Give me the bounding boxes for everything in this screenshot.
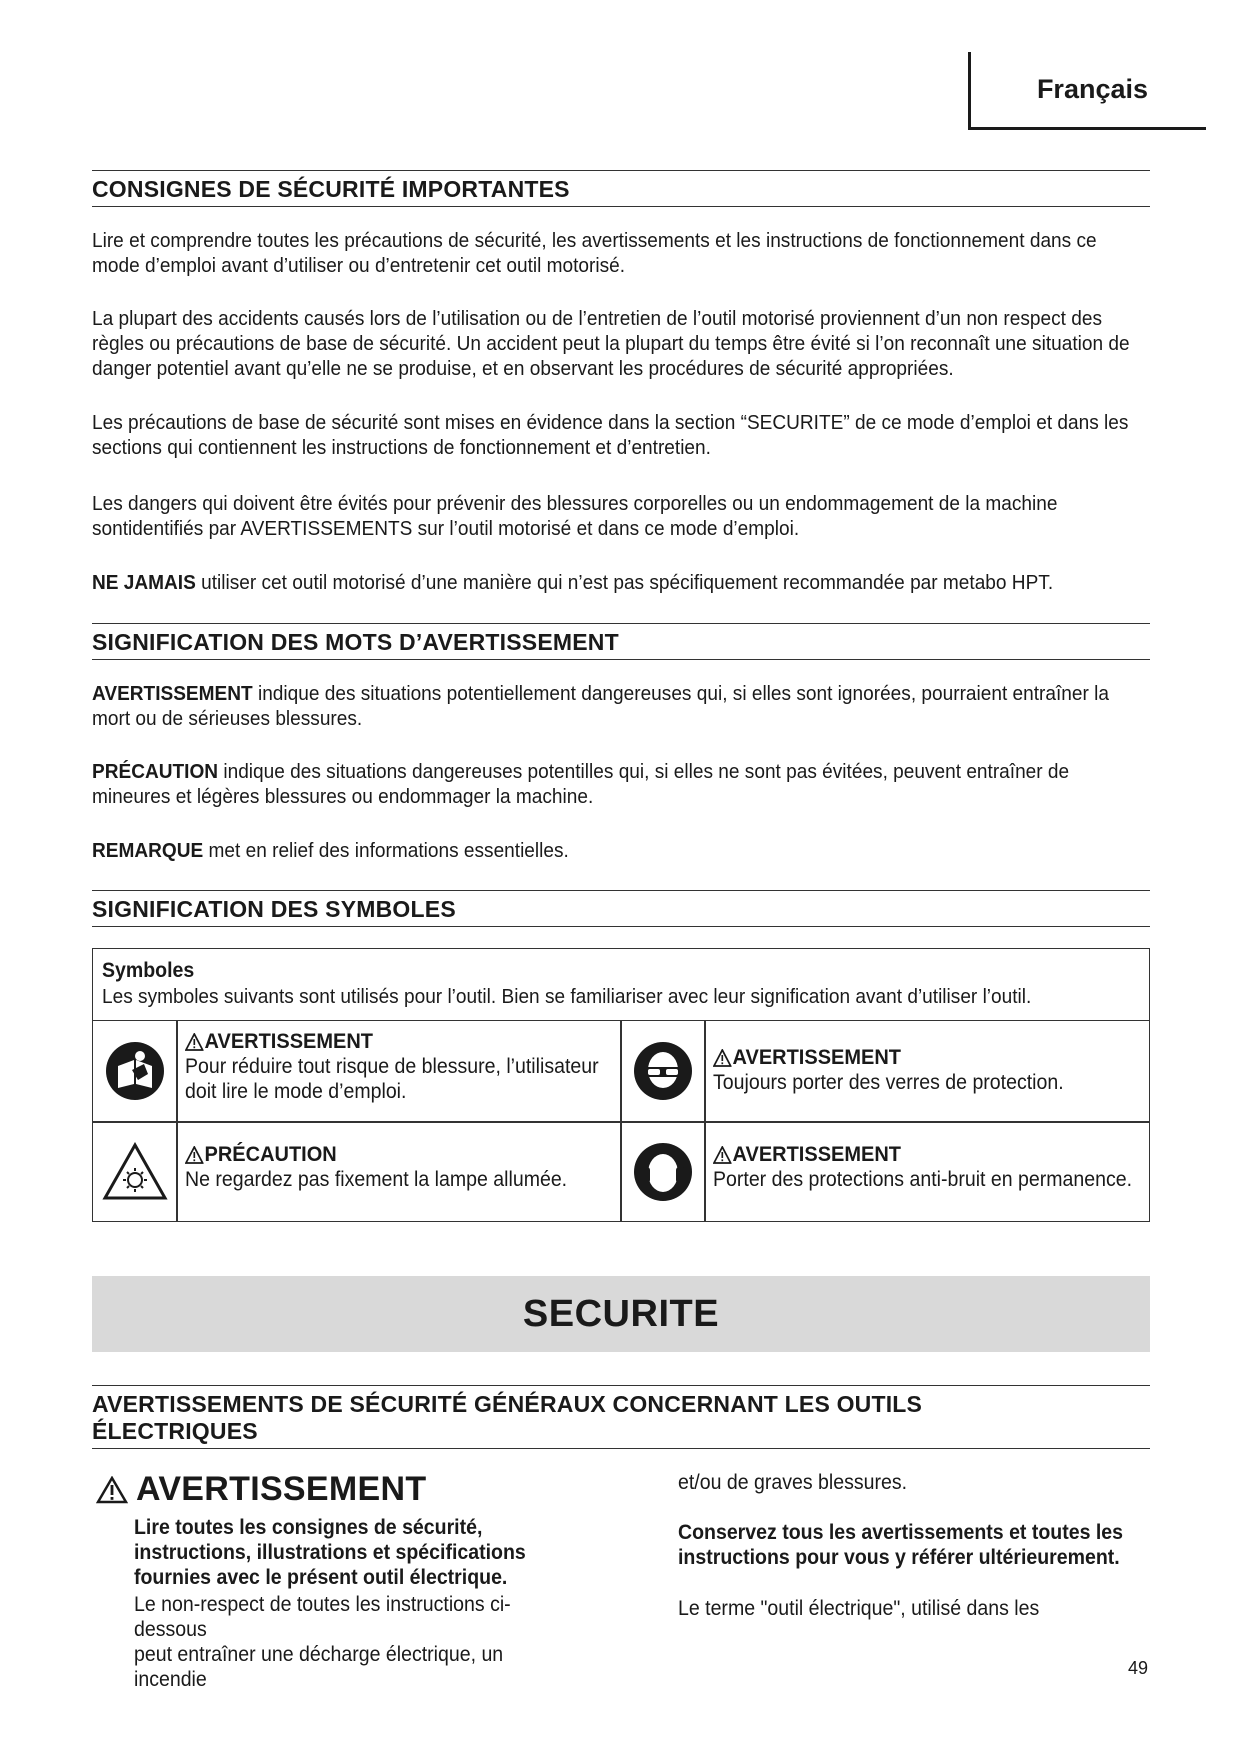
warning-word: AVERTISSEMENT <box>204 1029 374 1053</box>
symbols-table-description: Les symboles suivants sont utilisés pour l’outil. Bien se familiariser avec leur signification avant d’utiliser l’outil. <box>102 985 1032 1008</box>
section-heading <box>92 1385 1150 1449</box>
language-tab <box>968 52 1206 130</box>
section-heading: CONSIGNES DE SÉCURITÉ IMPORTANTES <box>92 170 1150 207</box>
bold-instruction: instructions, illustrations et spécifications <box>134 1541 526 1564</box>
emphasis: AVERTISSEMENT <box>92 682 253 705</box>
symbol-text: Pour réduire tout risque de blessure, l’utilisateur <box>185 1055 599 1078</box>
warning-triangle-icon <box>185 1033 204 1051</box>
section-heading-line: ÉLECTRIQUES <box>92 1418 258 1444</box>
symbol-text: doit lire le mode d’emploi. <box>185 1080 407 1103</box>
section-heading: SIGNIFICATION DES MOTS D’AVERTISSEMENT <box>92 623 1150 660</box>
bold-instruction: Lire toutes les consignes de sécurité, <box>134 1516 483 1539</box>
warning-triangle-icon <box>713 1146 732 1164</box>
securite-banner <box>92 1276 1150 1352</box>
paragraph-text: peut entraîner une décharge électrique, un incendie <box>134 1643 504 1691</box>
paragraph <box>92 681 1149 731</box>
paragraph-text: indique des situations dangereuses potentilles qui, si elles ne sont pas évitées, peuvent entraîner de mineures et légères blessures ou endommager la machine. <box>92 760 1070 808</box>
bold-instruction: instructions pour vous y référer ultérieurement. <box>678 1546 1120 1569</box>
emphasis: REMARQUE <box>92 839 204 862</box>
paragraph: Les précautions de base de sécurité sont mises en évidence dans la section “SECURITE” de ce mode d’emploi et dans les sections qui contiennent les instructions de fonctionnement et d’entretien. <box>92 411 1129 459</box>
symbols-table-header <box>93 949 1149 1021</box>
paragraph-text: indique des situations potentiellement dangereuses qui, si elles sont ignorées, pourraient entraîner la mort ou de sérieuses blessures. <box>92 682 1110 730</box>
section-warning-words <box>92 623 1150 660</box>
bold-instruction: fournies avec le présent outil électrique. <box>134 1566 508 1589</box>
emphasis: PRÉCAUTION <box>92 760 219 783</box>
warning-label <box>185 1029 622 1054</box>
section-heading: SIGNIFICATION DES SYMBOLES <box>92 890 1150 927</box>
paragraph: La plupart des accidents causés lors de l’utilisation ou de l’entretien de l’outil motorisé proviennent d’un non respect des règles ou précautions de base de sécurité. Un accident peut la plupart du temps être évité si l’on reconnaît une situation de danger potentiel avant qu’elle ne se produise, et en observant les procédures de sécurité appropriées. <box>92 307 1130 380</box>
paragraph: Les dangers qui doivent être évités pour prévenir des blessures corporelles ou un endommagement de la machine sontidentifiés par AVERTISSEMENTS sur l’outil motorisé et dans ce mode d’emploi. <box>92 492 1058 540</box>
table-divider <box>704 1021 706 1221</box>
lamp-warning-icon <box>93 1122 176 1221</box>
symbol-text: Toujours porter des verres de protection. <box>713 1071 1064 1094</box>
warning-triangle-icon <box>96 1476 128 1504</box>
symbol-text: Porter des protections anti-bruit en permanence. <box>713 1168 1133 1191</box>
symbols-table-title: Symboles <box>102 959 195 982</box>
language-label: Français <box>1036 74 1148 104</box>
warning-word: AVERTISSEMENT <box>732 1142 902 1166</box>
bold-instruction: Conservez tous les avertissements et toutes les <box>678 1521 1124 1544</box>
caution-label <box>185 1142 622 1167</box>
section-general-warnings <box>92 1385 1150 1449</box>
warning-word: AVERTISSEMENT <box>136 1470 427 1508</box>
paragraph <box>92 838 1149 863</box>
emphasis: NE JAMAIS <box>92 571 196 594</box>
big-warning-heading <box>96 1470 426 1509</box>
paragraph <box>92 759 1149 809</box>
caution-word: PRÉCAUTION <box>204 1142 337 1166</box>
paragraph <box>92 570 1149 595</box>
ear-protection-icon <box>621 1122 704 1221</box>
warning-label <box>713 1045 1132 1070</box>
symbols-table <box>92 948 1150 1222</box>
table-divider <box>176 1021 178 1221</box>
read-manual-icon <box>93 1021 176 1121</box>
paragraph: Lire et comprendre toutes les précautions de sécurité, les avertissements et les instructions de fonctionnement dans ce mode d’emploi avant d’utiliser ou d’entretenir cet outil motorisé. <box>92 229 1097 277</box>
section-heading-line: AVERTISSEMENTS DE SÉCURITÉ GÉNÉRAUX CONCERNANT LES OUTILS <box>92 1391 923 1417</box>
paragraph-text: utiliser cet outil motorisé d’une manière qui n’est pas spécifiquement recommandée par metabo HPT. <box>195 571 1054 594</box>
safety-glasses-icon <box>621 1021 704 1121</box>
paragraph-text: Le terme "outil électrique", utilisé dans les <box>678 1597 1040 1620</box>
warning-triangle-icon <box>713 1049 732 1067</box>
warning-triangle-icon <box>185 1146 204 1164</box>
symbol-text: Ne regardez pas fixement la lampe allumée. <box>185 1168 568 1191</box>
paragraph-text: et/ou de graves blessures. <box>678 1471 908 1494</box>
warning-word: AVERTISSEMENT <box>732 1045 902 1069</box>
page-number: 49 <box>1128 1658 1149 1678</box>
paragraph-text: Le non-respect de toutes les instructions ci-dessous <box>134 1593 511 1641</box>
section-symbols <box>92 890 1150 927</box>
paragraph-text: met en relief des informations essentielles. <box>203 839 569 862</box>
section-important-safety <box>92 170 1150 207</box>
banner-title: SECURITE <box>522 1292 720 1335</box>
warning-label <box>713 1142 1141 1167</box>
